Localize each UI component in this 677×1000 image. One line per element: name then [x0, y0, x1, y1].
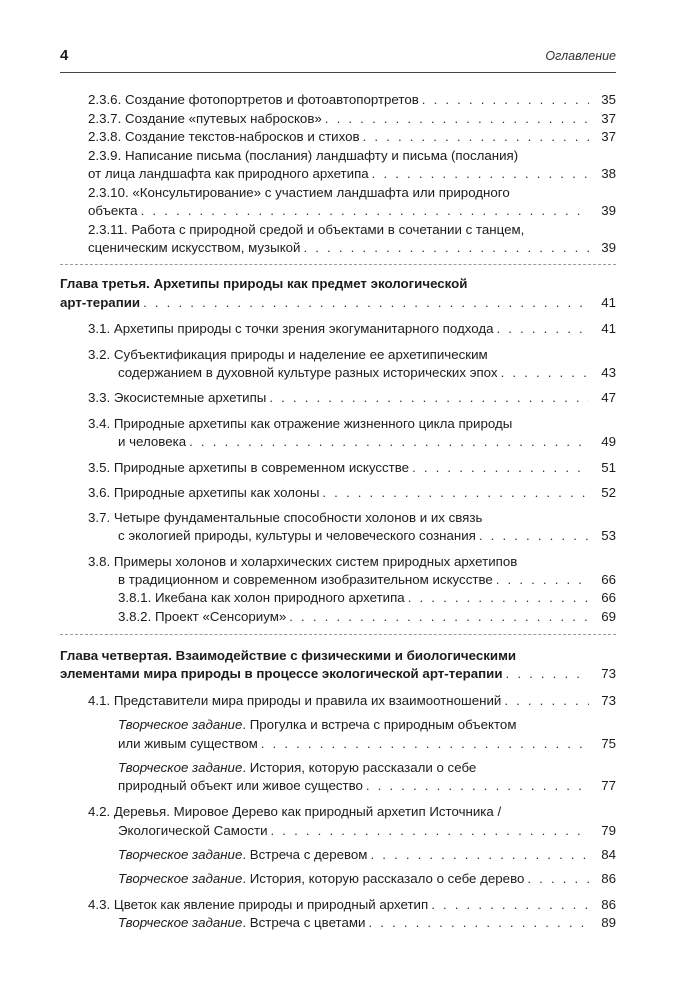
page-ref: 43: [601, 365, 616, 380]
toc-entry-creative-task-4-1a[interactable]: или живым существом . . . 75: [118, 734, 616, 753]
toc-entry-3-6[interactable]: 3.6. Природные архетипы как холоны . . . 52: [88, 483, 616, 502]
page-ref: 75: [601, 736, 616, 751]
toc-entry-3-4[interactable]: и человека . . . 49: [88, 432, 616, 451]
running-title: Оглавление: [545, 49, 616, 63]
page-header: [60, 47, 616, 67]
creative-task-4-1a-line1[interactable]: Творческое задание. Прогулка и встреча с природным объектом: [118, 717, 517, 732]
page-ref: 35: [601, 92, 616, 107]
page-ref: 37: [601, 111, 616, 126]
header-rule: [60, 72, 616, 73]
toc-entry-4-2-line1[interactable]: 4.2. Деревья. Мировое Дерево как природный архетип Источника /: [88, 804, 502, 819]
toc-entry-3-4-line1[interactable]: 3.4. Природные архетипы как отражение жизненного цикла природы: [88, 416, 513, 431]
page-ref: 66: [601, 572, 616, 587]
toc-entry-chapter-4[interactable]: элементами мира природы в процессе экологической арт-терапии . . . 73: [60, 664, 616, 683]
toc-entry-3-2-line1[interactable]: 3.2. Субъектификация природы и наделение ее архетипическим: [88, 347, 488, 362]
page-ref: 89: [601, 915, 616, 930]
toc-entry-creative-task-4-3a[interactable]: Творческое задание. Встреча с цветами . . . 89: [118, 913, 616, 932]
toc-entry-2-3-9[interactable]: от лица ландшафта как природного архетипа . . . 38: [88, 164, 616, 183]
page-ref: 73: [601, 693, 616, 708]
toc-entry-2-3-9-line1[interactable]: 2.3.9. Написание письма (послания) ландшафту и письма (послания): [88, 148, 519, 163]
chapter-3-title-line1[interactable]: Глава третья. Архетипы природы как предмет экологической: [60, 276, 468, 291]
toc-entry-2-3-11-line1[interactable]: 2.3.11. Работа с природной средой и объектами в сочетании с танцем,: [88, 222, 525, 237]
toc-entry-3-1[interactable]: 3.1. Архетипы природы с точки зрения экогуманитарного подхода . . . 41: [88, 319, 616, 338]
page-ref: 66: [601, 590, 616, 605]
section-divider: [60, 634, 616, 635]
page-ref: 86: [601, 897, 616, 912]
toc-entry-4-2[interactable]: Экологической Самости . . . 79: [88, 821, 616, 840]
toc-entry-creative-task-4-2b[interactable]: Творческое задание. История, которую рассказало о себе дерево . . . 86: [118, 869, 616, 888]
toc-entry-3-8[interactable]: в традиционном и современном изобразительном искусстве . . . 66: [88, 570, 616, 589]
toc-entry-creative-task-4-2a[interactable]: Творческое задание. Встреча с деревом . . . 84: [118, 845, 616, 864]
toc-entry-2-3-11[interactable]: сценическим искусством, музыкой . . . 39: [88, 238, 616, 257]
toc-entry-3-8-1[interactable]: 3.8.1. Икебана как холон природного архетипа . . . 66: [118, 588, 616, 607]
page-ref: 86: [601, 871, 616, 886]
toc-entry-2-3-10-line1[interactable]: 2.3.10. «Консультирование» с участием ландшафта или природного: [88, 185, 510, 200]
page-ref: 77: [601, 778, 616, 793]
page-ref: 73: [601, 666, 616, 681]
page-ref: 37: [601, 129, 616, 144]
creative-task-4-1b-line1[interactable]: Творческое задание. История, которую рассказали о себе: [118, 760, 477, 775]
section-divider: [60, 264, 616, 265]
toc-entry-3-8-line1[interactable]: 3.8. Примеры холонов и холархических систем природных архетипов: [88, 554, 518, 569]
toc-entry-2-3-8[interactable]: 2.3.8. Создание текстов-набросков и стихов . . . 37: [88, 127, 616, 146]
page-ref: 38: [601, 166, 616, 181]
toc-entry-3-3[interactable]: 3.3. Экосистемные архетипы . . . 47: [88, 388, 616, 407]
page-ref: 41: [601, 321, 616, 336]
page-ref: 41: [601, 295, 616, 310]
page-ref: 79: [601, 823, 616, 838]
page-ref: 39: [601, 240, 616, 255]
toc-entry-2-3-10[interactable]: объекта . . . 39: [88, 201, 616, 220]
toc-entry-3-7[interactable]: с экологией природы, культуры и человеческого сознания . . . 53: [88, 526, 616, 545]
page-ref: 47: [601, 390, 616, 405]
toc-entry-3-2[interactable]: содержанием в духовной культуре разных исторических эпох . . . 43: [88, 363, 616, 382]
toc-entry-creative-task-4-1b[interactable]: природный объект или живое существо . . . 77: [118, 776, 616, 795]
toc-entry-4-3[interactable]: 4.3. Цветок как явление природы и природный архетип . . . 86: [88, 895, 616, 914]
chapter-4-title-line1[interactable]: Глава четвертая. Взаимодействие с физическими и биологическими: [60, 648, 517, 663]
toc-entry-2-3-7[interactable]: 2.3.7. Создание «путевых набросков» . . . 37: [88, 109, 616, 128]
page-ref: 52: [601, 485, 616, 500]
page-ref: 69: [601, 609, 616, 624]
toc-entry-3-8-2[interactable]: 3.8.2. Проект «Сенсориум» . . . 69: [118, 607, 616, 626]
page-ref: 39: [601, 203, 616, 218]
page-ref: 53: [601, 528, 616, 543]
toc-entry-2-3-6[interactable]: 2.3.6. Создание фотопортретов и фотоавтопортретов . . . 35: [88, 90, 616, 109]
toc-entry-3-7-line1[interactable]: 3.7. Четыре фундаментальные способности холонов и их связь: [88, 510, 483, 525]
toc-entry-3-5[interactable]: 3.5. Природные архетипы в современном искусстве . . . 51: [88, 458, 616, 477]
page-ref: 49: [601, 434, 616, 449]
page-ref: 84: [601, 847, 616, 862]
toc-entry-4-1[interactable]: 4.1. Представители мира природы и правила их взаимоотношений . . . 73: [88, 691, 616, 710]
toc-entry-chapter-3[interactable]: арт-терапии . . . 41: [60, 293, 616, 312]
page-ref: 51: [601, 460, 616, 475]
page-number: 4: [60, 47, 69, 64]
